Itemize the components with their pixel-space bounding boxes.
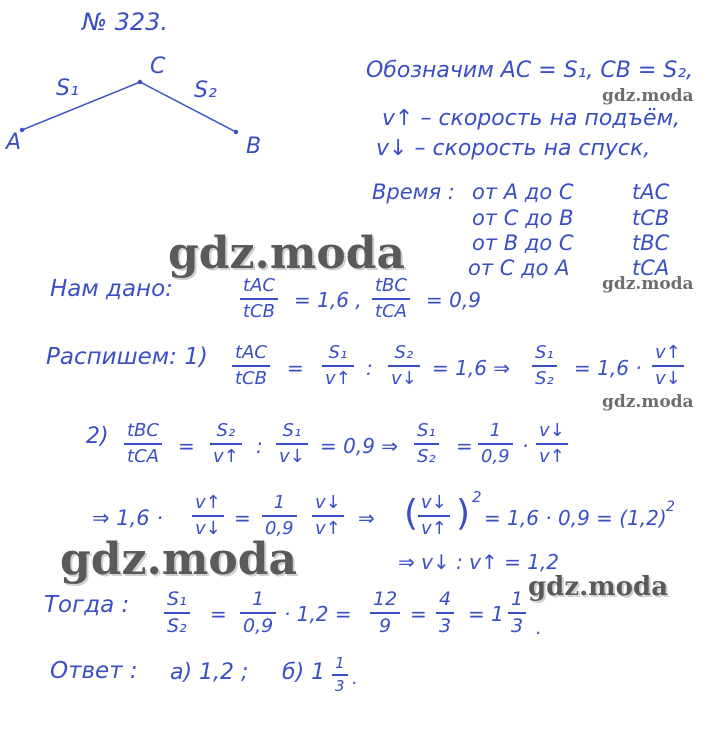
step1-f2-den: v↑: [325, 368, 351, 389]
step3-paren-open: (: [404, 493, 419, 534]
then-label: Тогда :: [44, 592, 130, 618]
watermark-large-1: gdz.moda: [168, 228, 406, 279]
answer-fraction: [332, 656, 348, 694]
label-s1: S₁: [56, 76, 79, 101]
step2-frac-5: [478, 422, 513, 466]
step2-f3-num: S₁: [276, 422, 308, 445]
then-f3-den: 9: [379, 615, 392, 637]
given-fraction-1: [240, 277, 278, 321]
step1-f3-den: v↓: [391, 368, 417, 389]
answer-dot: .: [352, 668, 358, 689]
step2-f3-den: v↓: [279, 446, 305, 467]
then-frac-4: [436, 590, 454, 636]
step3-f2-num: 1: [262, 494, 297, 517]
notation-line-2: v↑ – скорость на подъём,: [382, 106, 681, 131]
then-dot: .: [536, 618, 542, 639]
segment-cb: [140, 78, 236, 132]
step1-f4-den: S₂: [535, 368, 554, 389]
answer-label: Ответ :: [50, 658, 138, 684]
label-s2: S₂: [194, 78, 217, 103]
step1-frac-4: [532, 344, 557, 388]
step3-rest: = 1,6 · 0,9 = (1,2): [484, 506, 667, 530]
time-route-4: от C до A: [468, 256, 570, 280]
then-f3-num: 12: [370, 590, 400, 614]
time-route-1: от A до C: [472, 180, 574, 204]
step2-f1-den: tCA: [127, 446, 159, 467]
answer-part-a: а) 1,2 ;: [170, 660, 249, 685]
step2-f2-num: S₂: [210, 422, 242, 445]
problem-number: № 323.: [82, 8, 169, 36]
then-eq-2: =: [410, 602, 427, 626]
given-value-1: = 1,6 ,: [294, 288, 362, 312]
answer-part-b: б) 1: [282, 660, 326, 685]
time-symbol-4: tCA: [632, 256, 670, 280]
time-route-3: от B до C: [472, 231, 574, 255]
then-frac-5: [508, 590, 526, 636]
then-f5-num: 1: [508, 590, 526, 614]
given-frac2-num: tBC: [372, 277, 410, 300]
step2-frac-3: [276, 422, 308, 466]
step2-eq-3: =: [456, 434, 473, 458]
step2-f5-num: 1: [478, 422, 513, 445]
step3-f1-num: v↑: [192, 494, 224, 517]
step3-frac-2: [262, 494, 297, 538]
step1-op-1: :: [366, 356, 373, 380]
step4-ratio: ⇒ v↓ : v↑ = 1,2: [398, 550, 560, 574]
then-f5-den: 3: [511, 615, 524, 637]
time-route-2: от C до B: [472, 206, 574, 230]
step2-f2-den: v↑: [213, 446, 239, 467]
step3-frac-1: [192, 494, 224, 538]
watermark-small-3: gdz.moda: [602, 392, 694, 412]
then-frac-3: [370, 590, 400, 636]
step2-op-2: ·: [522, 434, 529, 458]
step1-f1-den: tCB: [235, 368, 267, 389]
watermark-large-2: gdz.moda: [60, 534, 298, 585]
step1-label: Распишем: 1): [46, 344, 208, 370]
then-frac-2: [240, 590, 276, 636]
step3-f2-den: 0,9: [265, 518, 294, 539]
watermark-small-2: gdz.moda: [602, 274, 694, 294]
point-c: [138, 80, 142, 84]
step2-eq-2: = 0,9 ⇒: [320, 434, 399, 458]
label-c: C: [150, 54, 166, 79]
time-title: Время :: [372, 180, 455, 204]
given-frac2-den: tCA: [375, 301, 407, 322]
step1-f1-num: tAC: [232, 344, 270, 367]
step1-f2-num: S₁: [322, 344, 354, 367]
given-fraction-2: [372, 277, 410, 321]
answer-f-num: 1: [332, 656, 348, 676]
time-symbol-1: tAC: [632, 180, 670, 204]
answer-f-den: 3: [335, 677, 345, 695]
step3-f1-den: v↓: [195, 518, 221, 539]
then-f2-num: 1: [240, 590, 276, 614]
time-symbol-2: tCB: [632, 206, 670, 230]
step3-exponent: 2: [472, 488, 482, 506]
then-frac-1: [164, 590, 190, 636]
step2-f5-den: 0,9: [481, 446, 510, 467]
step2-frac-1: [124, 422, 162, 466]
step1-frac-2: [322, 344, 354, 388]
step2-f6-den: v↑: [539, 446, 565, 467]
then-mid: · 1,2 =: [284, 602, 352, 626]
label-a: A: [6, 130, 22, 155]
step3-frac-3: [312, 494, 344, 538]
step3-f4-den: v↑: [421, 518, 447, 539]
step2-f4-den: S₂: [417, 446, 436, 467]
step2-f4-num: S₁: [414, 422, 439, 445]
given-frac1-den: tCB: [243, 301, 275, 322]
step3-frac-4: [418, 494, 450, 538]
step2-f6-num: v↓: [536, 422, 568, 445]
step3-exponent-2: 2: [666, 499, 675, 515]
then-f2-den: 0,9: [243, 615, 274, 637]
step2-frac-6: [536, 422, 568, 466]
watermark-small-1: gdz.moda: [602, 86, 694, 106]
step3-prefix: ⇒ 1,6 ·: [92, 506, 164, 530]
given-value-2: = 0,9: [426, 288, 481, 312]
step1-frac-5: [652, 344, 684, 388]
then-eq-1: =: [210, 602, 227, 626]
point-b: [234, 130, 238, 134]
then-f4-den: 3: [439, 615, 452, 637]
step1-eq-2: = 1,6 ⇒: [432, 356, 511, 380]
step2-frac-4: [414, 422, 439, 466]
given-frac1-num: tAC: [240, 277, 278, 300]
notation-line-3: v↓ – скорость на спуск,: [376, 136, 651, 161]
step1-f4-num: S₁: [532, 344, 557, 367]
then-f1-den: S₂: [167, 615, 187, 637]
step3-f4-num: v↓: [418, 494, 450, 517]
segment-ac: [22, 82, 140, 130]
then-f1-num: S₁: [164, 590, 190, 614]
step2-frac-2: [210, 422, 242, 466]
step3-paren-close: ): [456, 493, 471, 534]
step1-frac-3: [388, 344, 420, 388]
watermark-small-4: gdz.moda: [528, 572, 669, 602]
time-symbol-3: tBC: [632, 231, 670, 255]
step1-eq-1: =: [287, 356, 304, 380]
step1-f5-num: v↑: [652, 344, 684, 367]
step1-eq-3: = 1,6 ·: [574, 356, 642, 380]
notation-line-1: Обозначим AC = S₁, CB = S₂,: [366, 58, 694, 83]
given-label: Нам дано:: [50, 276, 173, 302]
step2-eq-1: =: [178, 434, 195, 458]
step2-label: 2): [86, 424, 109, 449]
step1-frac-1: [232, 344, 270, 388]
step1-f5-den: v↓: [655, 368, 681, 389]
label-b: B: [246, 134, 262, 159]
step1-f3-num: S₂: [388, 344, 420, 367]
step2-f1-num: tBC: [124, 422, 162, 445]
then-f4-num: 4: [436, 590, 454, 614]
step3-eq-1: =: [234, 506, 251, 530]
step3-f3-den: v↑: [315, 518, 341, 539]
step2-op-1: :: [256, 434, 263, 458]
step3-f3-num: v↓: [312, 494, 344, 517]
then-eq-3: = 1: [468, 602, 504, 626]
step3-arrow: ⇒: [358, 506, 375, 530]
